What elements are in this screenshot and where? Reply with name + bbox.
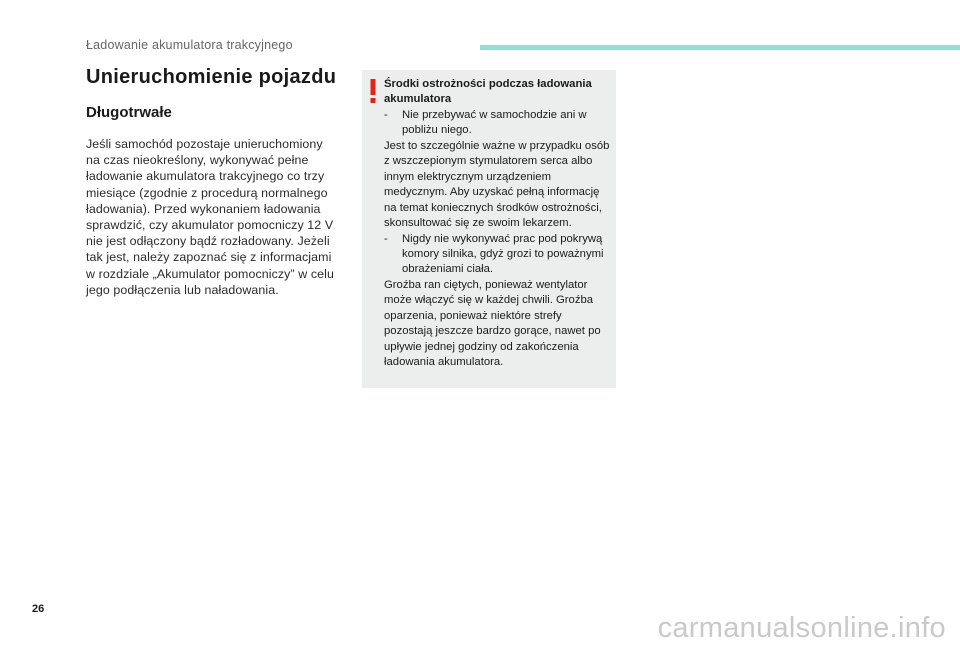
- warning-content: [384, 77, 612, 371]
- body-paragraph: Jeśli samochód pozostaje unieruchomiony na czas nieokreślony, wykonywać pełne ładowanie akumulatora trakcyjnego co trzy miesiące (zgodnie z procedurą normalnego ładowania). Przed wykonaniem ładowania sprawdzić, czy akumulator pomocniczy 12 V nie jest odłączony bądź rozładowany. Jeżeli tak jest, należy zapoznać się z informacjami w rozdziale „Akumulator pomocniczy” w celu jego podłączenia lub naładowania.: [86, 137, 334, 297]
- warning-heading: Środki ostrożności podczas ładowania akumulatora: [384, 78, 592, 106]
- warning-paragraph: Groźba ran ciętych, ponieważ wentylator może włączyć się w każdej chwili. Groźba oparzenia, ponieważ niektóre strefy pozostają jeszcze bardzo gorące, nawet po upływie jednej godziny od zakończenia ładowania akumulatora.: [384, 278, 601, 369]
- section-header-title: Ładowanie akumulatora trakcyjnego: [86, 38, 293, 52]
- bullet-dash: -: [384, 108, 388, 121]
- warning-bullet-item: [384, 108, 612, 139]
- exclamation-icon: [370, 79, 376, 103]
- warning-bullet-item: [384, 232, 612, 278]
- warning-paragraph: Jest to szczególnie ważne w przypadku osób z wszczepionym stymulatorem serca albo innym elektrycznym urządzeniem medycznym. Aby uzyskać pełną informację na temat koniecznych środków ostrożności, skonsultować się ze swoim lekarzem.: [384, 139, 610, 230]
- bullet-dash: -: [384, 232, 388, 245]
- section-subtitle: Długotrwałe: [86, 104, 172, 121]
- watermark: carmanualsonline.info: [657, 612, 946, 644]
- page-title: Unieruchomienie pojazdu: [86, 66, 337, 88]
- section-header-bar: [480, 45, 960, 50]
- bullet-text: Nie przebywać w samochodzie ani w pobliżu niego.: [402, 108, 587, 137]
- bullet-text: Nigdy nie wykonywać prac pod pokrywą komory silnika, gdyż grozi to poważnymi obrażeniami ciała.: [402, 232, 604, 276]
- warning-box: [362, 70, 616, 388]
- page-number: 26: [32, 603, 45, 615]
